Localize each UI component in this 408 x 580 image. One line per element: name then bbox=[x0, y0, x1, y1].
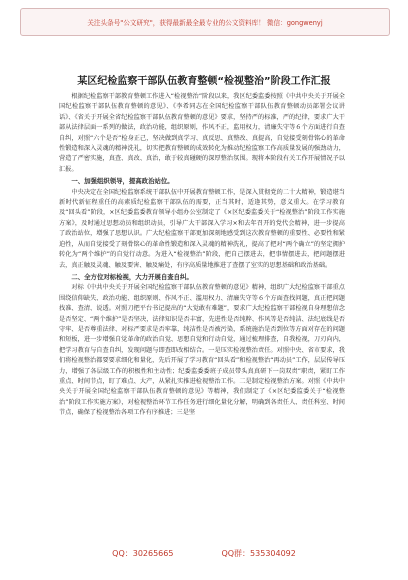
document-title: 某区纪检监察干部队伍教育整顿“检视整治”阶段工作汇报 bbox=[77, 76, 331, 87]
contact-footer bbox=[0, 548, 408, 564]
document-body bbox=[59, 92, 345, 419]
body-paragraph: 根据纪检监察干部教育整顿工作进入“检视整治”阶段以来，我区纪委监委按照《中共中央关于开展全国纪检监察干部队伍教育整顿的意见》、《李希同志在全国纪检监察干部队伍教育整顿动员部署会议讲话》、《省关于开展全省纪检监察干部队伍教育整顿的意见》要求，坚持严的标准，严的纪律，要求广大干部从法律层面一系列的做法，政治功能，组织原则，作风不正，监用权力，清廉失守等６个方面进行自查自纠，对照“六个是否”检身正己，坚决做到真学习、真反思、真整改、真提高，自觉接受刻骨铭心的革命性锻造和深入灵魂的精神洗礼，切实把教育整顿的成效转化为推动纪检监察工作高质量发展的强劲动力，营造了严密实施，真查、真改、真治，敢于较真碰硬的深厚整治氛围。现将本阶段有关工作开展情况予以汇报。 bbox=[59, 93, 345, 173]
section-heading: 一、加强组织领导，提高政治站位。 bbox=[71, 177, 174, 186]
qq-group-number: QQ群：535304092 bbox=[221, 549, 296, 558]
body-paragraph: 中央决定在全国纪检监察系统干部队伍中开展教育整顿工作，是深入贯彻党的二十大精神，锻造堪当新时代新征程重任的高素质纪检监察干部队伍的需要，正当其时，适逢其势，意义重大。在学习教育及“回头看”阶段，×区纪委监委教育领导小组办公室制定了《×区纪委监委关于“检视整治”阶段工作实施方案》，及时通过思想动员和组织动员，引导广大干部深入学习×和去年召开的党代会精神，进一步提高了政治站位，增强了思想认识。广大纪检监察干部更加深刻地感受到这次教育整顿的重要性、必要性和紧迫性，从而自觉接受了刻骨铭心的革命性锻造和深入灵魂的精神洗礼，提高了把对“两个确立”的坚定拥护转化为“两个维护”的自觉行动意。为进入“检视整治”阶段，把自己摆进去，把事情摆进去，把问题摆进去，真正触及灵魂、触及要害、触及痛处，有序高质量地推进了查摆了室实的思想基础和政治基础。 bbox=[59, 188, 345, 269]
promo-banner-text: 关注头条号"公文研究"，获得最新最全最专业的公文资料库！ 微信：gongwenyj bbox=[87, 19, 323, 27]
promo-banner bbox=[20, 8, 390, 36]
body-paragraph: 对标《中共中央关于开展全国纪检监察干部队伍教育整顿的意见》精神，组织广大纪检监察干部重点围绕信仰缺失、政治功能、组织原则、作风不正、滥用权力、清廉失守等６个方面查找问题，真正把问题找准、查清、说透。对照刀把平台书记提出的“大觉敢有难题”，要求广大纪检监察干部检视自身理想信念是否坚定、“两个维护”是否坚决，法律知识是否丰富，先进性是否纯粹、作风等是否纯洁、法纪底线是否守牢、是否尊重法律、对标严要求是否牢靠，纯洁性是否被污染，系统施治是否到位等方面对存在的问题和短板，进一步增强自觉革命的政治自觉、思想自觉和行动自觉，通过梳理排查，自我检视，刀刃向内，把学习教育与自查自纠，发现问题与即查即改相结合。一是压实检视整治责任。对照中央、省市要求，我们将检视整治都要要求细化和量化，先后开展了学习教育“回头看”和检视整治“再动员”工作，层层传导压力，增强了各层级工作的积极性和主动性；纪委监委委班子成员带头真真研下一岗双责”职责，紧盯工作重点、时间节点，盯了难点、大产，从紧扎实推进检视整治工作。二是制定检视整治方案。对照《中共中央关于开展全国纪检监察干部队伍教育整顿的意见》等精神，我们制定了《×区纪委监委关于“检视整治”阶段工作实施方案》，对检视整治环节工作任务进行细化量化分解，明确到各责任人、责任科室、时间节点，确保了检视整治各项工作有序推进；三是坚 bbox=[59, 284, 345, 417]
section-heading: 二、全方位对标检视，大力开展自查自纠。 bbox=[71, 272, 193, 281]
qq-number: QQ：30265665 bbox=[112, 549, 174, 558]
